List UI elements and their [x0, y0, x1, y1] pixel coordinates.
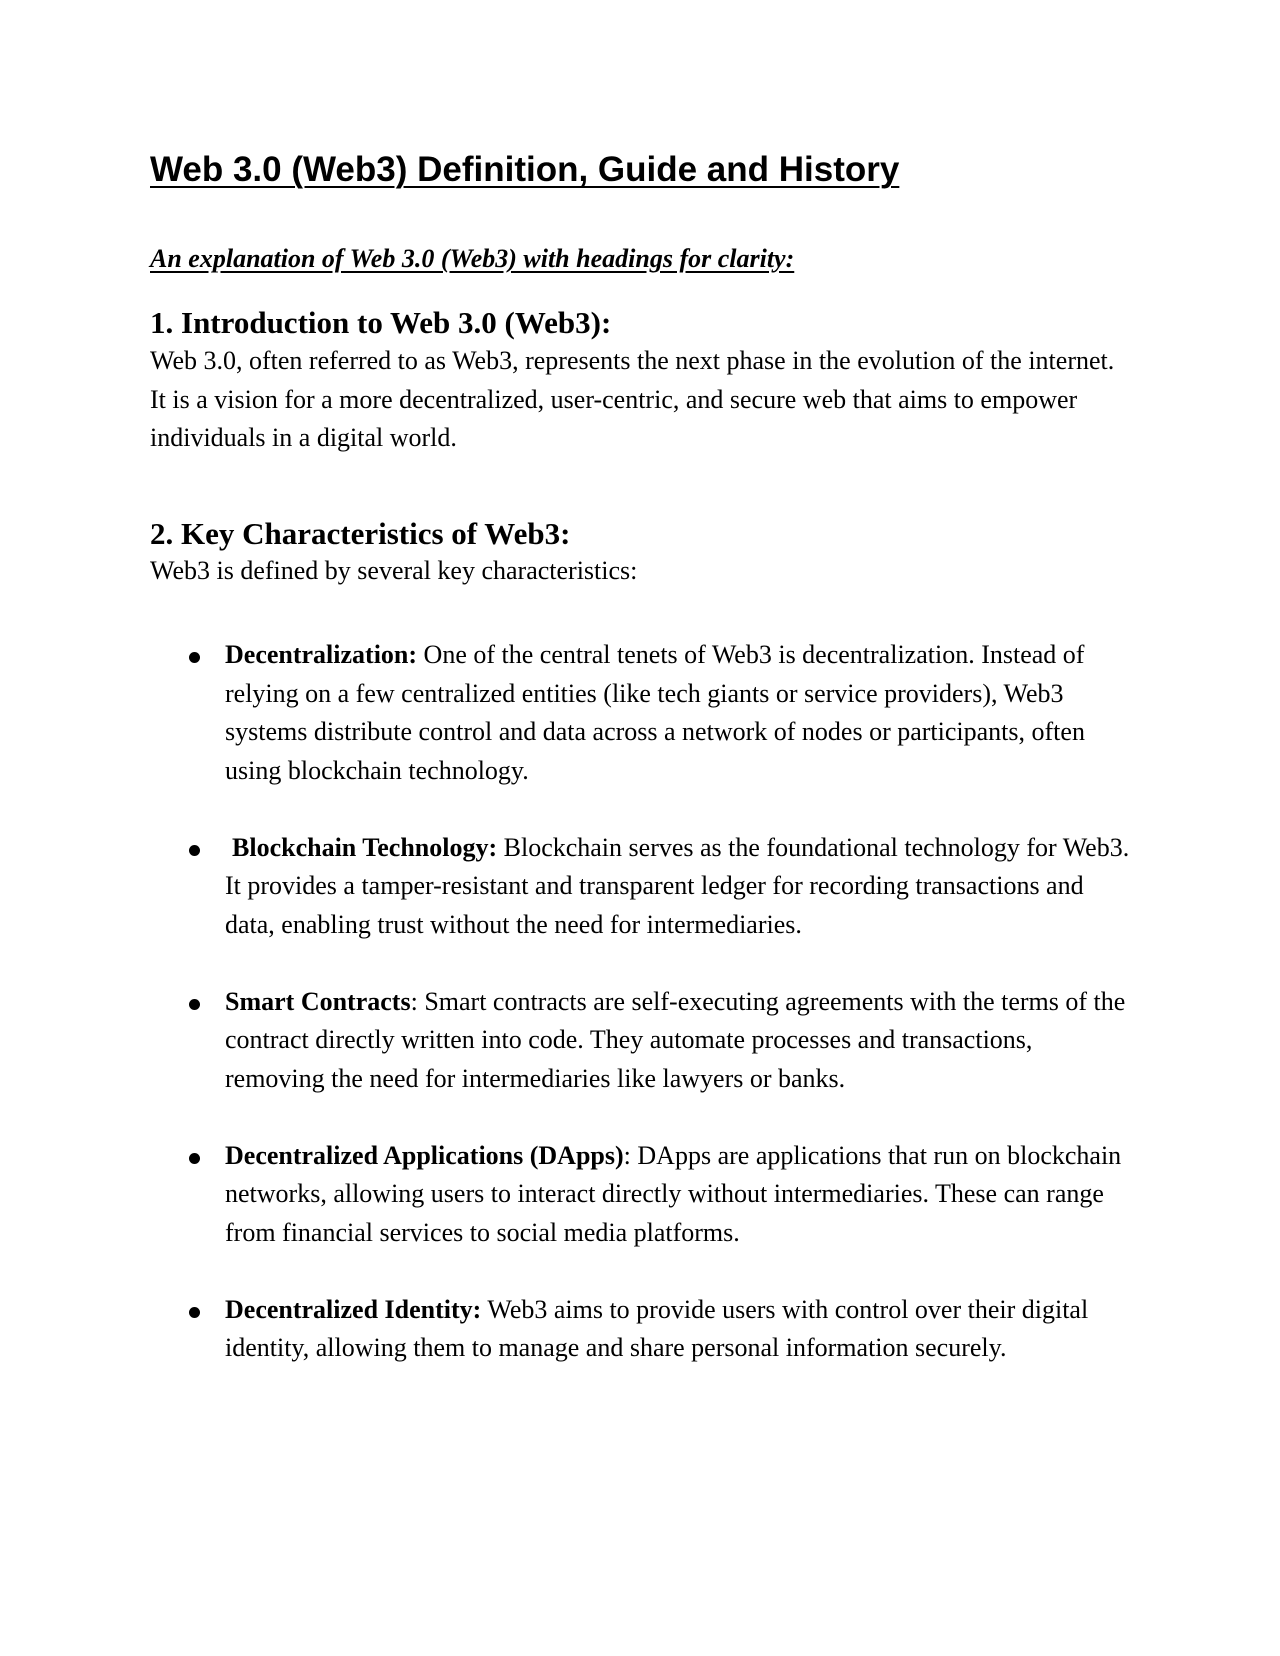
section-heading-introduction: 1. Introduction to Web 3.0 (Web3): [150, 305, 612, 340]
section-body-introduction: Web 3.0, often referred to as Web3, represents the next phase in the evolution of the internet. It is a vision for a more decentralized, user-centric, and secure web that aims to empower individuals in a digital world. [150, 346, 1115, 452]
document-title: Web 3.0 (Web3) Definition, Guide and History [150, 150, 900, 189]
list-item-decentralization [150, 636, 1135, 790]
list-item-smart-contracts [150, 983, 1135, 1099]
list-item-text: Blockchain serves as the foundational technology for Web3. It provides a tamper-resistant and transparent ledger for recording transactions and data, enabling trust without the need for intermediaries. [225, 832, 1130, 939]
bullet-icon [189, 1153, 200, 1164]
section-body-key-characteristics: Web3 is defined by several key characteristics: [150, 556, 638, 585]
list-item-text: Web3 aims to provide users with control over their digital identity, allowing them to manage and share personal information securely. [225, 1294, 1089, 1362]
document-subtitle: An explanation of Web 3.0 (Web3) with headings for clarity: [150, 244, 795, 273]
list-item-text: One of the central tenets of Web3 is decentralization. Instead of relying on a few centralized entities (like tech giants or service providers), Web3 systems distribute control and data across a network of nodes or participants, often using blockchain technology. [225, 640, 1085, 785]
list-item-decentralized-identity [150, 1291, 1135, 1368]
bullet-icon [189, 1307, 200, 1318]
list-item-decentralized-applications [150, 1137, 1135, 1253]
bullet-icon [189, 652, 200, 663]
bullet-icon [189, 999, 200, 1010]
characteristics-list [150, 636, 1135, 1406]
list-item-separator: : [410, 986, 418, 1016]
list-item-separator: : [623, 1140, 631, 1170]
list-item-term: Decentralized Applications (DApps) [225, 1140, 624, 1170]
list-item-term: Smart Contracts [225, 986, 411, 1016]
section-heading-key-characteristics: 2. Key Characteristics of Web3: [150, 516, 571, 551]
list-item-term: Blockchain Technology: [232, 832, 498, 862]
list-item-term: Decentralized Identity: [225, 1294, 482, 1324]
list-item-blockchain-technology [150, 829, 1135, 945]
list-item-term: Decentralization: [225, 640, 418, 669]
list-item-text: Smart contracts are self-executing agreements with the terms of the contract directly written into code. They automate processes and transactions, removing the need for intermediaries like lawyers or banks. [225, 986, 1126, 1093]
bullet-icon [189, 845, 200, 856]
list-item-text: DApps are applications that run on blockchain networks, allowing users to interact directly without intermediaries. These can range from financial services to social media platforms. [225, 1140, 1122, 1247]
